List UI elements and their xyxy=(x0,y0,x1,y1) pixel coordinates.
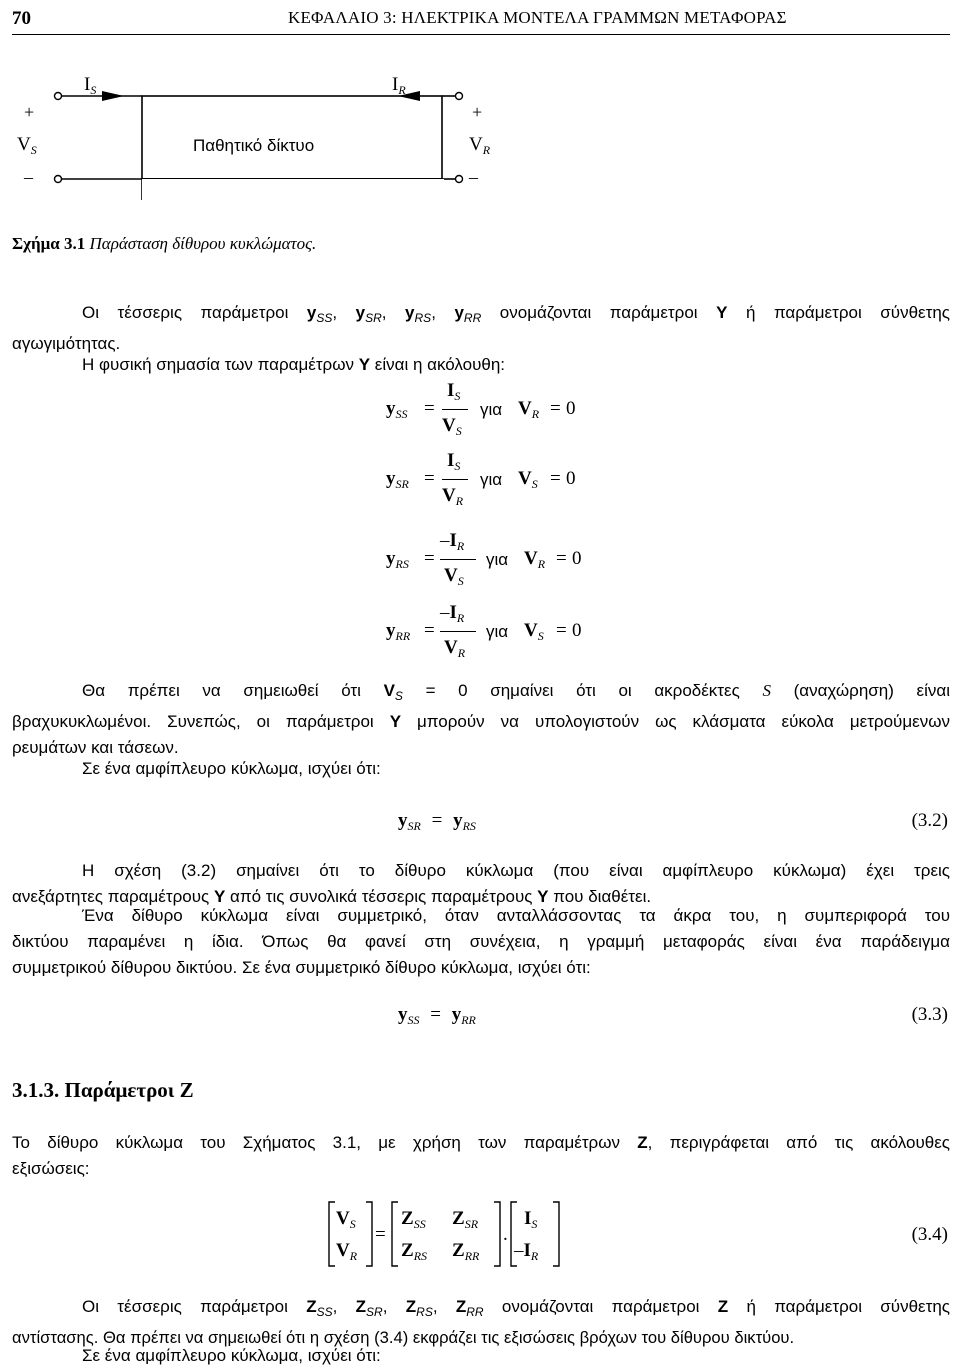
header-rule xyxy=(12,34,950,35)
eq-3-3: $y_{SS} = y_{RR}$ xyxy=(398,1004,476,1027)
eq-3-3-number: (3.3) xyxy=(911,1004,948,1025)
left-bottom-terminal xyxy=(55,176,62,183)
page-number: 70 xyxy=(12,8,31,29)
box-bottom-fix xyxy=(142,179,444,219)
box-bottom-edge xyxy=(142,178,442,179)
chapter-title: ΚΕΦΑΛΑΙΟ 3: ΗΛΕΚΤΡΙΚΑ ΜΟΝΤΕΛΑ ΓΡΑΜΜΩΝ ΜΕΤΑΦΟΡΑΣ xyxy=(288,8,787,27)
left-top-terminal xyxy=(55,93,62,100)
paragraph-short-circuit: Θα πρέπει να σημειωθεί ότι $V_S = 0$ σημαίνει ότι οι ακροδέκτες S (αναχώρηση) είναι βραχυκυκλωμένοι. Συνεπώς, οι παράμετροι Y μπορούν να υπολογιστούν ως κλάσματα εύκολα μετρούμενων ρευμάτων και τάσεων. xyxy=(12,681,951,757)
left-voltage-label: $V_S$ xyxy=(17,134,37,157)
left-minus: – xyxy=(24,167,33,187)
left-plus: + xyxy=(24,102,35,122)
eq-3-2: $y_{SR} = y_{RS}$ xyxy=(398,810,476,833)
paragraph-z-params: Οι τέσσερις παράμετροι $Z_{SS}$, $Z_{SR}$, $Z_{RS}$, $Z_{RR}$ ονομάζονται παράμετροι Z ή παράμετροι σύνθετης αντίστασης. Θα πρέπει να σημειωθεί ότι η σχέση (3.4) εκφράζει τις εξισώσεις βρόχων του δίθυρου δικτύου. xyxy=(12,1297,950,1347)
eq-3-4-number: (3.4) xyxy=(911,1224,948,1245)
paragraph-y-params: Οι τέσσερις παράμετροι $y_{SS}$, $y_{SR}$, $y_{RS}$, $y_{RR}$ ονομάζονται παράμετροι Y ή παράμετροι σύνθετης αγωγιμότητας. xyxy=(12,303,950,353)
paragraph-symmetric: Ένα δίθυρο κύκλωμα είναι συμμετρικό, όταν ανταλλάσσοντας τα άκρα του, η συμπεριφορά του δικτύου παραμένει η ίδια. Όπως θα φανεί στη συνέχεια, η γραμμή μεταφοράς είναι ένα παράδειγμα συμμετρικού δίθυρου δικτύου. Σε ένα συμμετρικό δίθυρο κύκλωμα, ισχύει ότι: xyxy=(12,906,950,977)
right-minus: – xyxy=(469,167,478,187)
paragraph-bilateral: Σε ένα αμφίπλευρο κύκλωμα, ισχύει ότι: xyxy=(82,759,381,778)
right-voltage-label: $V_R$ xyxy=(469,134,491,157)
right-top-terminal xyxy=(456,93,463,100)
paragraph-z-intro: Το δίθυρο κύκλωμα του Σχήματος 3.1, με χρήση των παραμέτρων Z, περιγράφεται από τις ακόλουθες εξισώσεις: xyxy=(12,1133,950,1178)
paragraph-physical-meaning: Η φυσική σημασία των παραμέτρων Y είναι η ακόλουθη: xyxy=(82,355,506,374)
paragraph-bilateral-2: Σε ένα αμφίπλευρο κύκλωμα, ισχύει ότι: xyxy=(82,1346,381,1365)
left-current-label: $I_S$ xyxy=(84,74,97,97)
matrix-brackets xyxy=(0,1196,960,1276)
paragraph-independent: Η σχέση (3.2) σημαίνει ότι το δίθυρο κύκλωμα (που είναι αμφίπλευρο κύκλωμα) έχει τρεις ανεξάρτητες παραμέτρους Y από τις συνολικά τέσσερις παραμέτρους Y που διαθέτει. xyxy=(12,861,950,906)
right-plus: + xyxy=(472,102,483,122)
network-label: Παθητικό δίκτυο xyxy=(193,136,315,155)
right-bottom-terminal xyxy=(456,176,463,183)
left-current-arrow xyxy=(102,91,124,101)
eq-3-2-number: (3.2) xyxy=(911,810,948,831)
section-title: 3.1.3. Παράμετροι Z xyxy=(12,1078,194,1102)
right-current-label: $I_R$ xyxy=(392,74,406,97)
figure-caption: Σχήμα 3.1 Παράσταση δίθυρου κυκλώματος. xyxy=(12,234,317,253)
